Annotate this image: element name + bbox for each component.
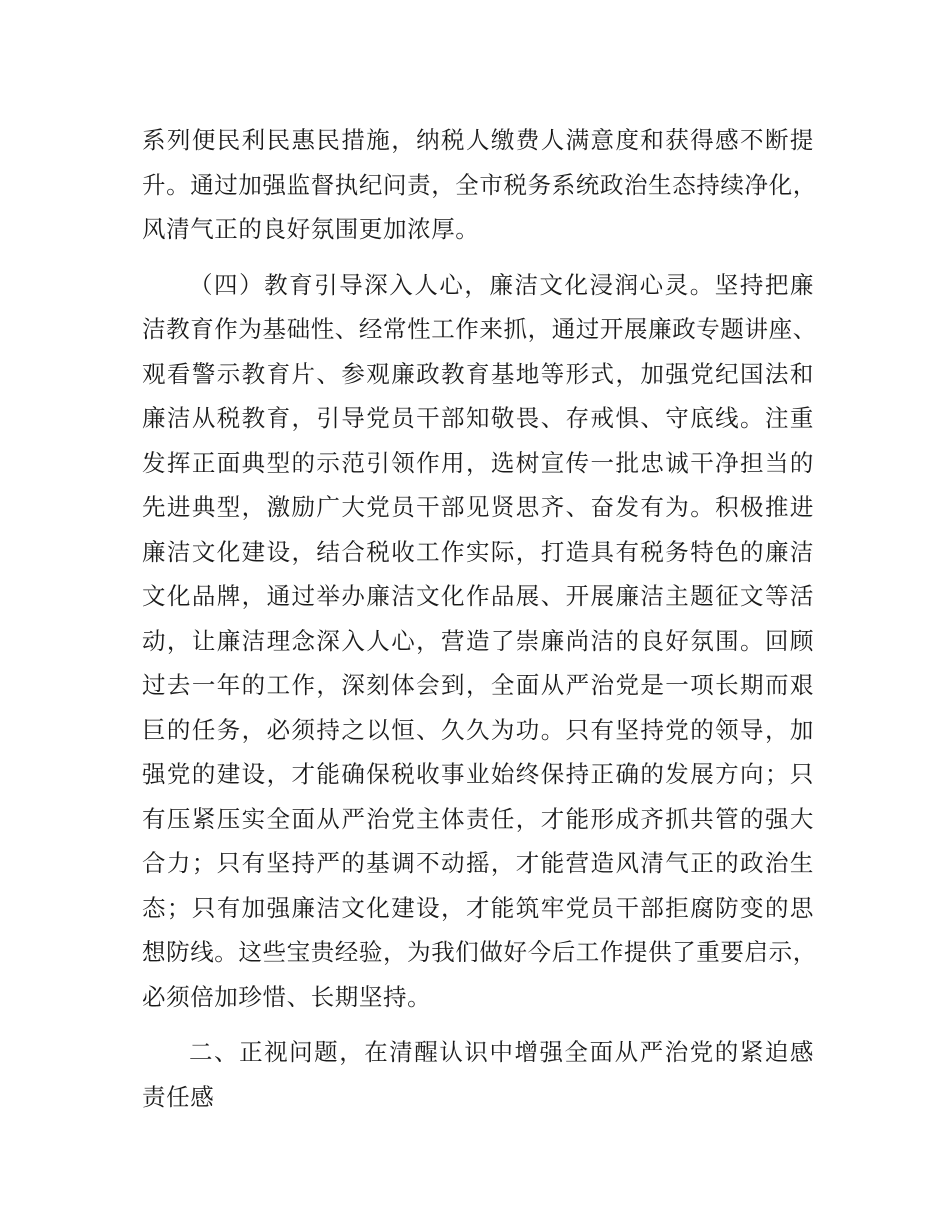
section-heading-two — [142, 1030, 814, 1119]
text-line: 系列便民利民惠民措施，纳税人缴费人满意度和获得感不断提 — [142, 126, 814, 154]
text-line: 先进典型，激励广大党员干部见贤思齐、奋发有为。积极推进 — [142, 493, 814, 521]
text-line: 必须倍加珍惜、长期坚持。 — [142, 982, 432, 1011]
document-page — [142, 118, 817, 1119]
text-line: 发挥正面典型的示范引领作用，选树宣传一批忠诚干净担当的 — [142, 448, 814, 477]
heading-line: 二、正视问题，在清醒认识中增强全面从严治党的紧迫感 — [189, 1038, 814, 1066]
text-line: 态；只有加强廉洁文化建设，才能筑牢党员干部拒腐防变的思 — [142, 893, 814, 922]
text-line: 文化品牌，通过举办廉洁文化作品展、开展廉洁主题征文等活 — [142, 582, 814, 610]
text-line: （四）教育引导深入人心，廉洁文化浸润心灵。坚持把廉 — [189, 270, 814, 299]
text-line: 洁教育作为基础性、经常性工作来抓，通过开展廉政专题讲座、 — [142, 315, 817, 343]
text-line: 动，让廉洁理念深入人心，营造了崇廉尚洁的良好氛围。回顾 — [142, 626, 814, 655]
text-line: 想防线。这些宝贵经验，为我们做好今后工作提供了重要启示， — [142, 938, 817, 966]
text-line: 观看警示教育片、参观廉政教育基地等形式，加强党纪国法和 — [142, 359, 814, 388]
text-line: 廉洁从税教育，引导党员干部知敬畏、存戒惧、守底线。注重 — [142, 404, 814, 432]
paragraph-continuation — [142, 118, 817, 252]
text-line: 强党的建设，才能确保税收事业始终保持正确的发展方向；只 — [142, 760, 814, 788]
text-line: 合力；只有坚持严的基调不动摇，才能营造风清气正的政治生 — [142, 849, 814, 877]
heading-line: 责任感 — [142, 1082, 215, 1111]
text-line: 巨的任务，必须持之以恒、久久为功。只有坚持党的领导，加 — [142, 715, 814, 744]
text-line: 有压紧压实全面从严治党主体责任，才能形成齐抓共管的强大 — [142, 804, 814, 833]
text-line: 过去一年的工作，深刻体会到，全面从严治党是一项长期而艰 — [142, 671, 814, 699]
text-line: 升。通过加强监督执纪问责，全市税务系统政治生态持续净化， — [142, 170, 817, 199]
text-line: 风清气正的良好氛围更加浓厚。 — [142, 215, 480, 243]
text-line: 廉洁文化建设，结合税收工作实际，打造具有税务特色的廉洁 — [142, 537, 814, 566]
paragraph-section-four — [142, 263, 817, 1020]
